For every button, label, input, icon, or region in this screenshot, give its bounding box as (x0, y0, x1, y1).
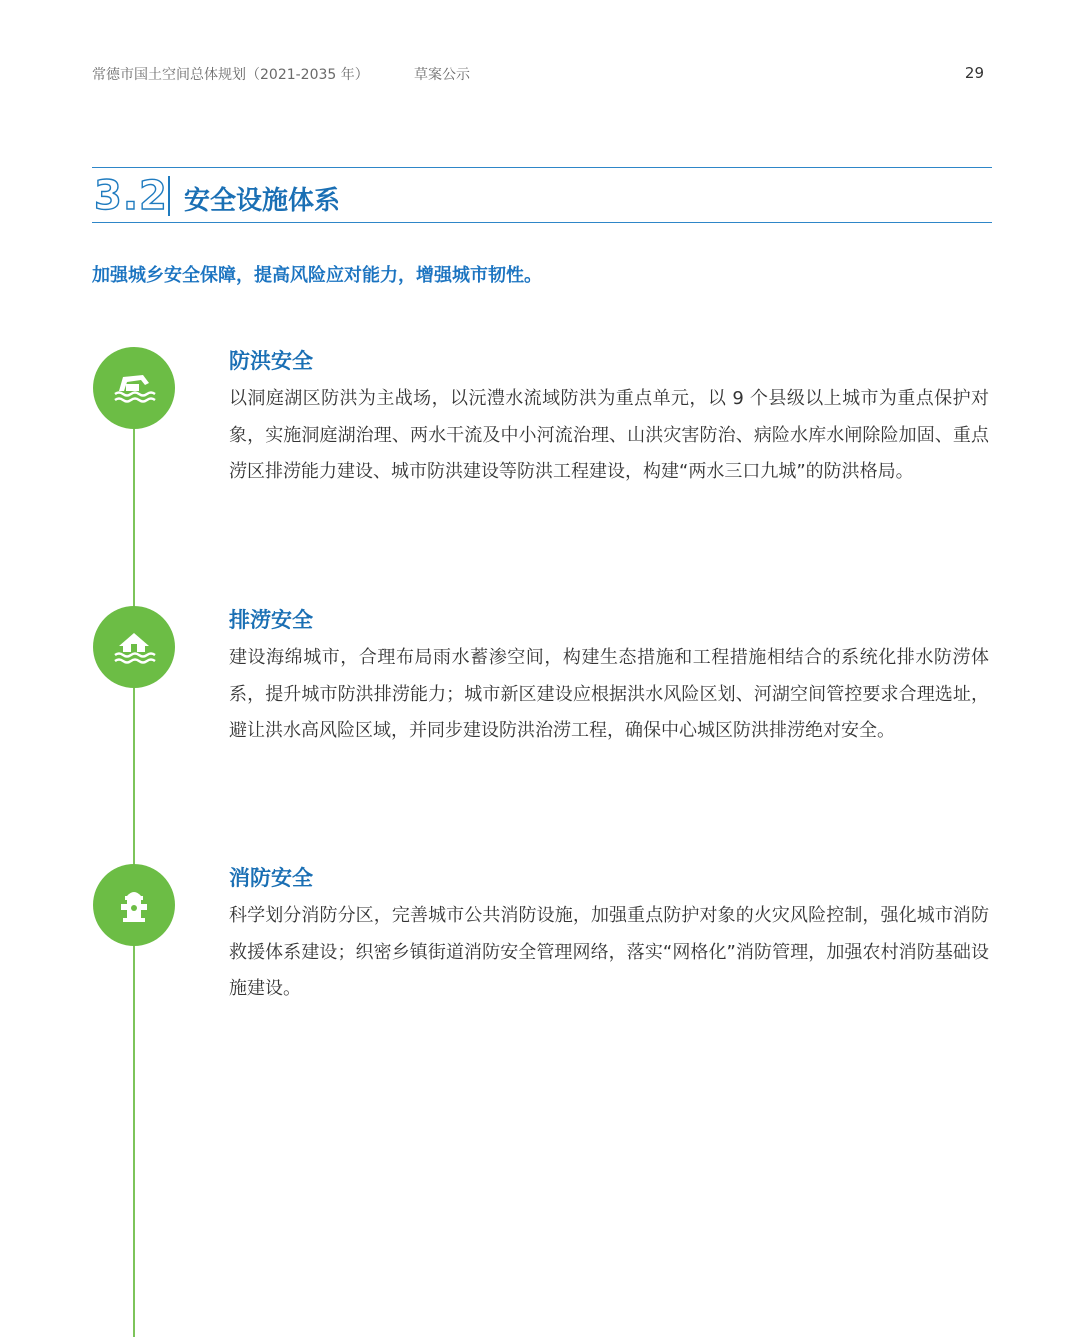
section-rule-bottom (92, 222, 992, 223)
flood-safety-title: 防洪安全 (229, 349, 313, 373)
fire-safety-badge (93, 864, 175, 946)
section-rule-top (92, 167, 992, 168)
house-water-icon (109, 622, 159, 672)
flood-safety-body: 以洞庭湖区防洪为主战场，以沅澧水流域防洪为重点单元，以 9 个县级以上城市为重点保护对象，实施洞庭湖治理、两水干流及中小河流治理、山洪灾害防治、病险水库水闸除险加固、重点涝区排涝能力建设、城市防洪建设等防洪工程建设，构建“两水三口九城”的防洪格局。 (229, 388, 989, 482)
section-divider (168, 176, 170, 216)
page-header (92, 64, 988, 86)
fire-safety-body: 科学划分消防分区，完善城市公共消防设施，加强重点防护对象的火灾风险控制，强化城市消防救援体系建设；织密乡镇街道消防安全管理网络，落实“网格化”消防管理，加强农村消防基础设施建设。 (229, 905, 989, 999)
fire-hydrant-icon (109, 880, 159, 930)
page-number: 29 (964, 64, 984, 82)
drainage-safety-body: 建设海绵城市，合理布局雨水蓄渗空间，构建生态措施和工程措施相结合的系统化排水防涝体系，提升城市防洪排涝能力；城市新区建设应根据洪水风险区划、河湖空间管控要求合理选址，避让洪水高风险区域，并同步建设防洪治涝工程，确保中心城区防洪排涝绝对安全。 (229, 647, 989, 741)
section-number: 3.2 (94, 173, 168, 219)
document-title: 常德市国土空间总体规划（2021-2035 年） (92, 67, 369, 83)
drainage-safety-badge (93, 606, 175, 688)
section-lead: 加强城乡安全保障，提高风险应对能力，增强城市韧性。 (92, 265, 542, 286)
document-status: 草案公示 (414, 67, 470, 83)
timeline-line (133, 385, 135, 1337)
flood-safety-badge (93, 347, 175, 429)
drainage-safety-title: 排涝安全 (229, 608, 313, 632)
flood-house-icon (109, 363, 159, 413)
fire-safety-title: 消防安全 (229, 866, 313, 890)
section-title: 安全设施体系 (184, 186, 341, 216)
